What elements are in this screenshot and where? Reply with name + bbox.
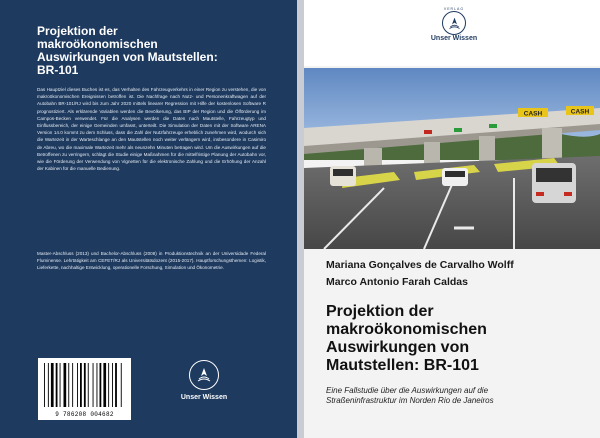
subtitle-line: Straßeninfrastruktur im Norden Rio de Janeiros xyxy=(326,396,494,405)
verlag-label: VERLAG xyxy=(443,7,465,11)
cash-sign-label: CASH xyxy=(570,108,590,116)
barcode xyxy=(38,358,131,420)
front-cover xyxy=(304,0,600,438)
back-cover xyxy=(0,0,297,438)
title-line: makroökonomischen xyxy=(326,321,487,338)
back-title-line: makroökonomischen xyxy=(37,37,158,51)
title-line: Projektion der xyxy=(326,303,434,320)
author-name: Marco Antonio Farah Caldas xyxy=(326,276,468,288)
publisher-logo-icon xyxy=(442,11,466,35)
book-spine xyxy=(297,0,304,438)
back-title-line: BR-101 xyxy=(37,63,79,77)
front-publisher-logo xyxy=(424,7,484,42)
authors xyxy=(326,257,514,291)
back-publisher-logo xyxy=(176,360,232,416)
back-cover-title xyxy=(37,25,277,77)
back-title-line: Projektion der xyxy=(37,24,118,38)
book-description: Das Hauptziel dieses Buches ist es, das Verhalten des Fahrzeugverkehrs in einer Region zu verstehen, die von makroökonomischen Ereignissen betroffen ist. Die Nachfrage nach Nutz- und Personenkraftwagen auf der Autobahn BR-101/RJ wird bis zum Jahr 2020 mittels linearer Regression mit Hilfe der kostenlosen Software R prognostiziert. Als erklärende Variablen werden die Bevölkerung, das BIP der Region und die Ölförderung im Campos-Becken verwendet. Für die Analysen werden die Daten nach Mautstelle, Fahrzeugtyp und Einflussbereich, der einige Gemeinden umfasst, unterteilt. Die Simulation der Daten mit der Software ARENA Version 14.0 kommt zu dem Schluss, dass die Zahl der Nutzfahrzeuge erheblich zunehmen wird, wodurch sich die Wartezeit in der Warteschlange an den Mautstellen noch weiter verlängern wird, insbesondere in Casimiro de Abreu, wo die maximale Wartezeit mehr als neunzehn Minuten betragen wird. Um die Auswirkungen auf die Betroffenen zu verringern, schlägt die Studie einige Maßnahmen für die mittelfristige Planung der Autobahn vor, wie die Förderung der Verwendung von Vignetten für die elektronische Zahlung und die Erhöhung der Anzahl der Kabinen für die manuelle Bedienung. xyxy=(37,87,266,172)
subtitle-line: Eine Fallstudie über die Auswirkungen auf die xyxy=(326,386,489,395)
front-publisher-name: Unser Wissen xyxy=(430,35,478,42)
back-title-line: Auswirkungen von Mautstellen: xyxy=(37,50,218,64)
barcode-icon xyxy=(38,358,131,410)
barcode-number: 9 786208 004682 xyxy=(55,411,114,418)
book-title xyxy=(326,303,586,375)
back-publisher-name: Unser Wissen xyxy=(180,394,228,401)
book-subtitle xyxy=(326,386,576,406)
cash-sign-label: CASH xyxy=(523,110,543,118)
cover-photo-toll-plaza xyxy=(304,68,600,249)
title-line: Mautstellen: BR-101 xyxy=(326,357,479,374)
publisher-logo-icon xyxy=(189,360,219,390)
author-bio: Master-Abschluss (2013) und Bachelor-Abschluss (2008) in Produktionstechnik an der Universidade Federal Fluminense. Lehrtätigkeit am CEFET/RJ als Universitätsdozent (2015-2017). Hauptforschungsthemen: Logistik, Lieferkette, nachhaltige Entwicklung, operationelle Forschung, Simulation und Ökonometrie. xyxy=(37,251,266,271)
title-line: Auswirkungen von xyxy=(326,339,470,356)
front-header xyxy=(304,0,600,66)
author-name: Mariana Gonçalves de Carvalho Wolff xyxy=(326,259,514,271)
